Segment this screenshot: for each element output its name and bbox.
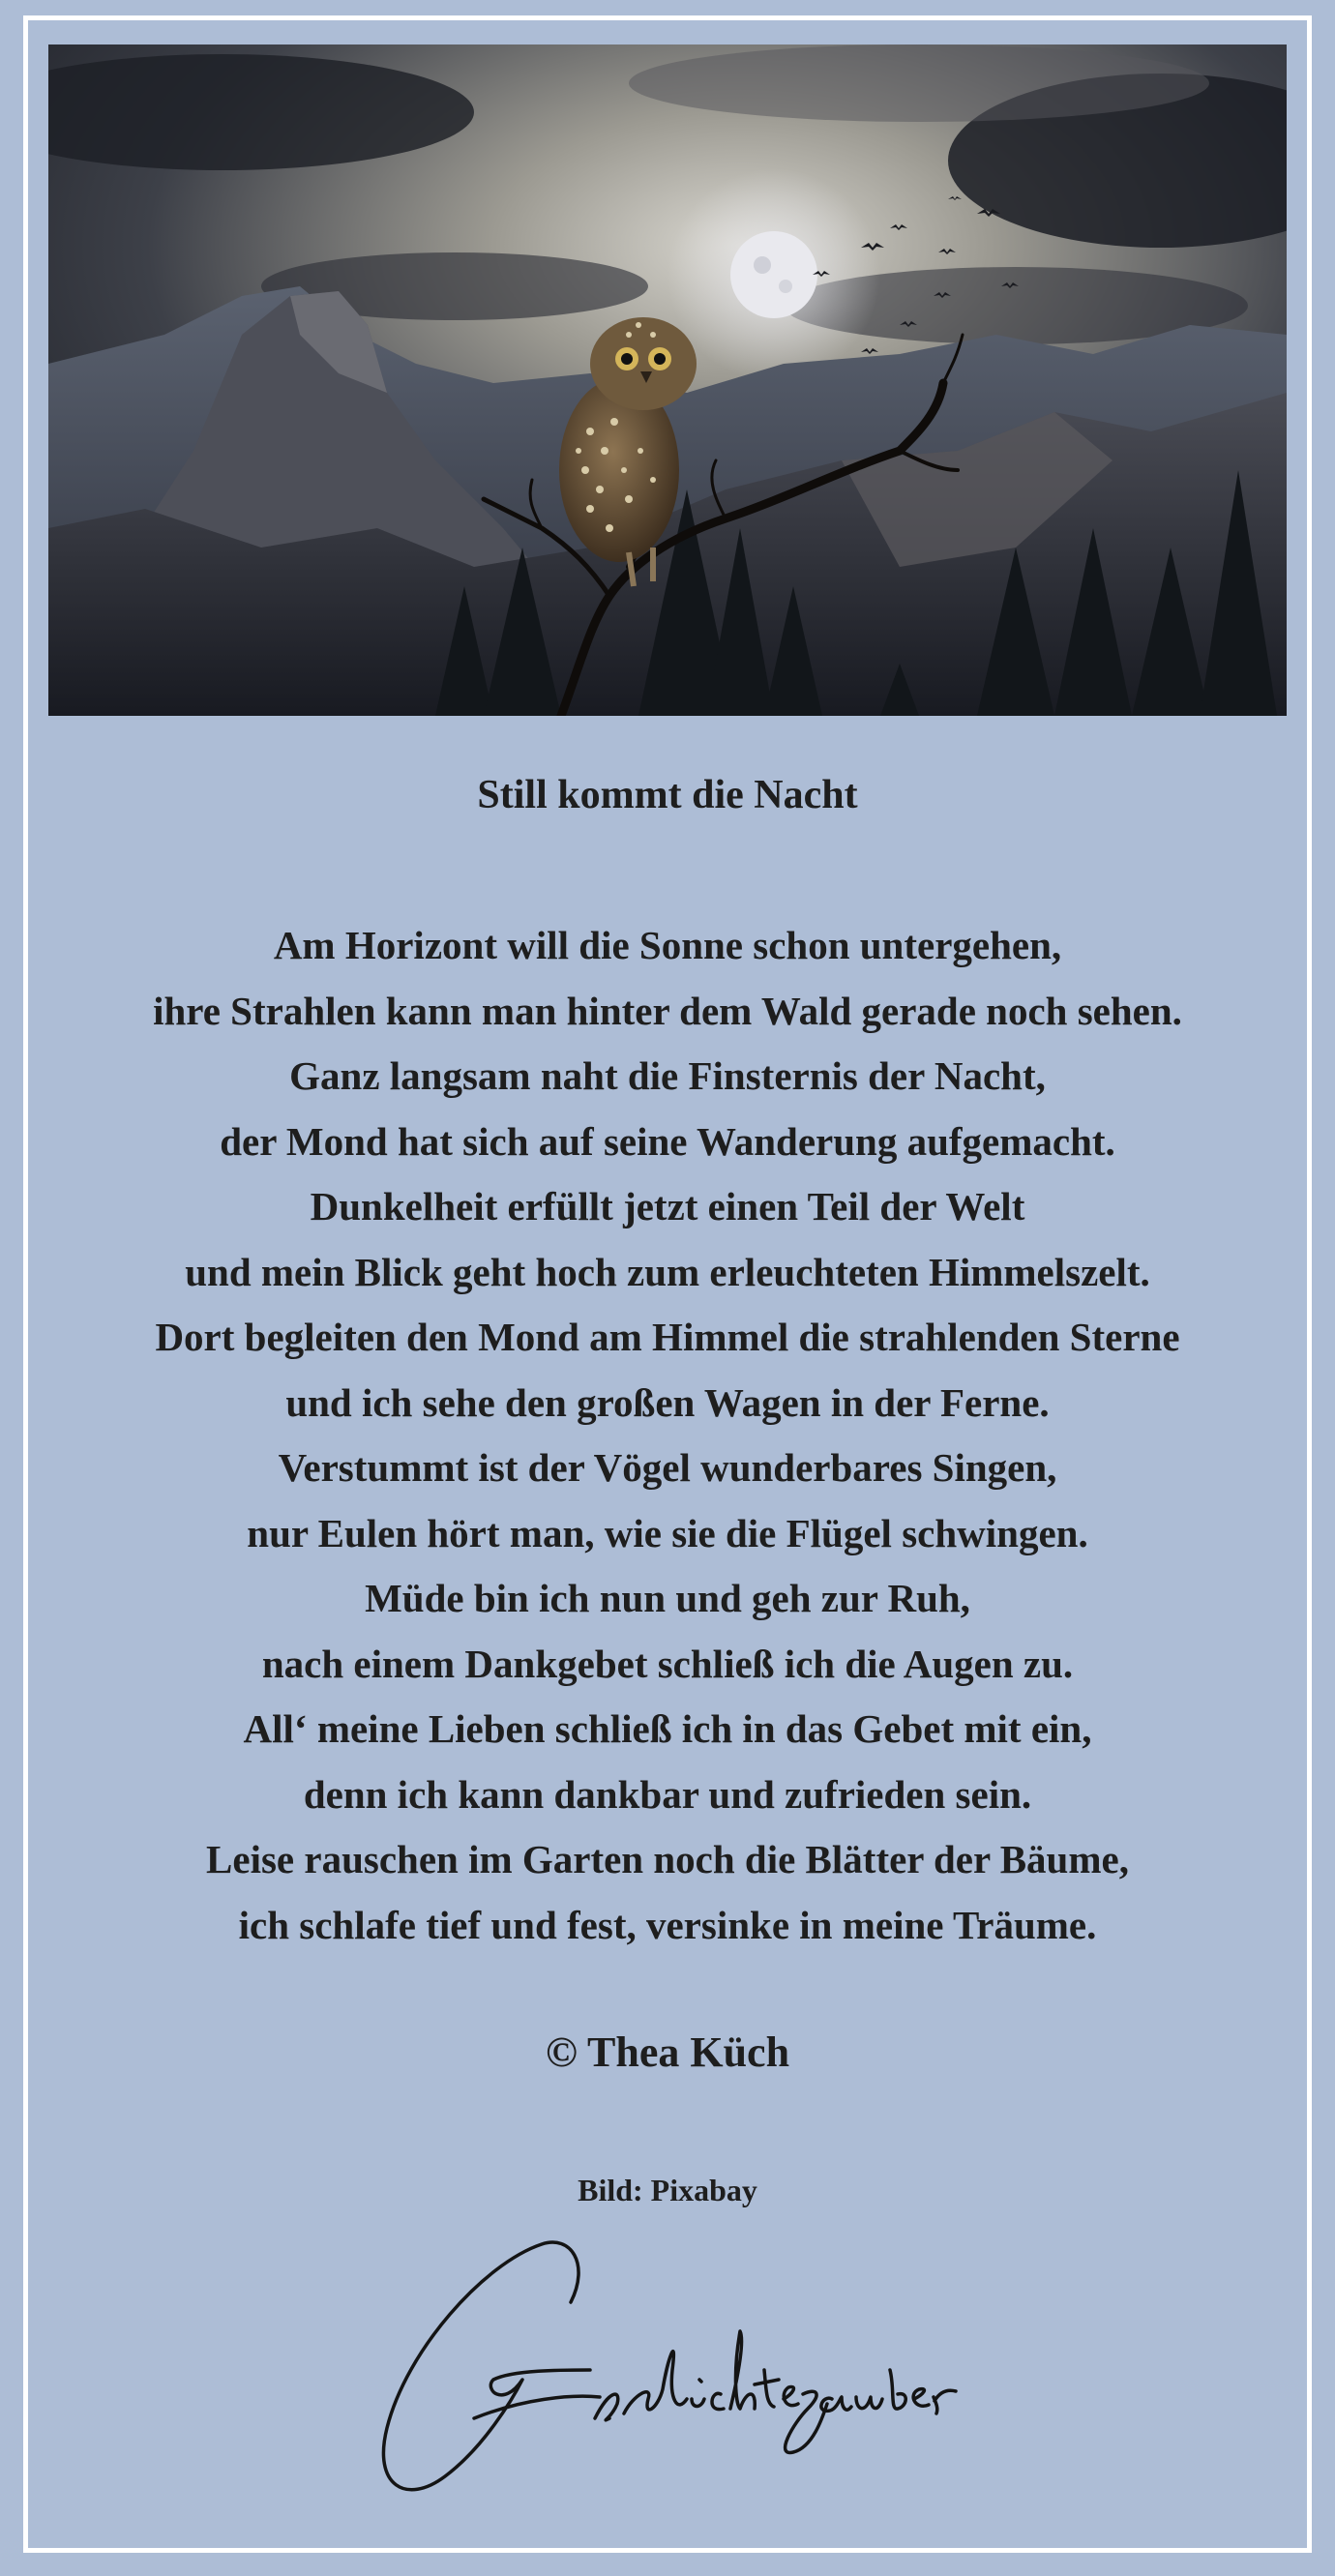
poem-title: Still kommt die Nacht [477, 773, 858, 817]
poem-line: Verstummt ist der Vögel wunderbares Singen, [278, 1445, 1057, 1490]
signature-logo [368, 2225, 967, 2515]
poem-line: ich schlafe tief und fest, versinke in meine Träume. [238, 1902, 1097, 1947]
owl-night-photo [48, 44, 1287, 716]
poem-line: Leise rauschen im Garten noch die Blätter der Bäume, [206, 1837, 1129, 1881]
poem-line: der Mond hat sich auf seine Wanderung aufgemacht. [220, 1118, 1115, 1164]
poem-line: Müde bin ich nun und geh zur Ruh, [365, 1576, 970, 1620]
poem-line: und mein Blick geht hoch zum erleuchteten Himmelszelt. [185, 1249, 1150, 1294]
poem-line: Dort begleiten den Mond am Himmel die strahlenden Sterne [155, 1315, 1180, 1359]
poem-line: und ich sehe den großen Wagen in der Ferne. [285, 1379, 1050, 1425]
image-credit: Bild: Pixabay [578, 2173, 757, 2207]
poem-line: nur Eulen hört man, wie sie die Flügel schwingen. [247, 1510, 1088, 1555]
poem-line: Dunkelheit erfüllt jetzt einen Teil der Welt [310, 1184, 1025, 1229]
poem-line: Ganz langsam naht die Finsternis der Nacht, [289, 1053, 1046, 1098]
poem-line: All‘ meine Lieben schließ ich in das Gebet mit ein, [243, 1706, 1092, 1751]
poem-line: ihre Strahlen kann man hinter dem Wald gerade noch sehen. [153, 988, 1182, 1033]
copyright-notice: © Thea Küch [545, 2028, 790, 2076]
poem-line: Am Horizont will die Sonne schon untergehen, [273, 923, 1062, 967]
poem-body [0, 913, 1335, 1958]
poem-line: denn ich kann dankbar und zufrieden sein. [303, 1771, 1032, 1817]
poem-line: nach einem Dankgebet schließ ich die Augen zu. [261, 1641, 1074, 1686]
